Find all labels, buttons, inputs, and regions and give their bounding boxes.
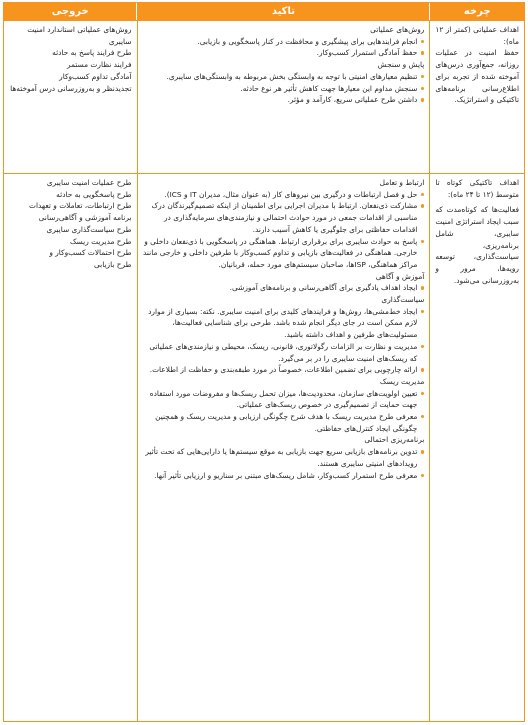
bullet-item: ارائه چارچوبی برای تضمین اطلاعات، خصوصاً در مورد طبقه‌بندی و حفاظت از اطلاعات. (143, 364, 425, 376)
header-phase: چرخه (429, 3, 524, 20)
section-heading: برنامه‌ریزی احتمالی (364, 435, 425, 445)
emphasis-cell (137, 174, 430, 721)
header-output: خروجی (51, 6, 89, 17)
output-item: فرایند نظارت مستمر (66, 60, 132, 70)
phase-text: حفظ امنیت در عملیات روزانه، جمع‌آوری درس‌های آموخته شده از تجربه برای اطلاع‌رسانی برنامه‌های تاکتیکی و استراتژیک. (435, 48, 519, 105)
header-emphasis: تاکید (136, 3, 429, 20)
bullet-item: حفظ آمادگی استمرار کسب‌وکار. (143, 47, 425, 59)
output-cell (4, 174, 137, 721)
output-item: تجدیدنظر و به‌روزرسانی درس آموخته‌ها (10, 83, 132, 93)
section-heading: سیاست‌گذاری (381, 295, 425, 305)
table-row (4, 173, 524, 721)
output-item: طرح پاسخگویی به حادثه (56, 189, 132, 199)
section-heading: پایش و سنجش (377, 60, 425, 70)
bullet-item: مشارکت ذی‌نفعان. ارتباط با مدیران اجرایی برای اطمینان از اینکه تصمیم‌گیرندگان درک مناسبی از اقدامات جمعی در مورد حوادث احتمالی و نیازمندی‌های سرمایه‌گذاری در اقدامات حفاظتی برای جلوگیری یا کاهش آسیب دارند. (143, 200, 425, 235)
output-item: طرح سیاست‌گذاری سایبری (46, 224, 132, 234)
bullet-item: معرفی طرح استمرار کسب‌وکار، شامل ریسک‌های مبتنی بر سناریو و ارزیابی تأثیر آنها. (143, 470, 425, 482)
cyber-strategy-table (3, 2, 525, 722)
section-heading: مدیریت ریسک (379, 376, 425, 386)
phase-cell (429, 21, 524, 173)
section-heading: آموزش و آگاهی (375, 271, 425, 281)
table-row (4, 20, 524, 173)
bullet-item: ایجاد اهداف یادگیری برای آگاهی‌رسانی و برنامه‌های آموزشی. (143, 282, 425, 294)
output-item: طرح بازیابی (94, 259, 132, 269)
bullet-item: تدوین برنامه‌های بازیابی سریع جهت بازیابی به موقع سیستم‌ها یا دارایی‌هایی که تحت تأثیر رویدادهای امنیتی سایبری هستند. (143, 446, 425, 469)
bullet-item: داشتن طرح عملیاتی سریع، کارآمد و مؤثر. (143, 94, 425, 106)
emphasis-cell (137, 21, 430, 173)
output-cell (4, 21, 137, 173)
section-heading: روش‌های عملیاتی (370, 25, 425, 34)
phase-cell (429, 174, 524, 721)
bullet-item: معرفی طرح مدیریت ریسک با هدف شرح چگونگی ارزیابی و مدیریت ریسک و همچنین چگونگی ایجاد کنترل‌های حفاظتی. (143, 411, 425, 434)
output-item: طرح ارتباطات، تعاملات و تعهدات (29, 201, 132, 211)
bullet-item: ایجاد خط‌مشی‌ها، روش‌ها و فرایندهای کلیدی برای امنیت سایبری. نکته: بسیاری از موارد لازم ممکن است در جای دیگر انجام شده باشد. طرحی برای شناسایی فعالیت‌ها، مسئولیت‌های طرفین و اهداف داشته باشید. (143, 306, 425, 341)
bullet-item: مدیریت و نظارت بر الزامات رگولاتوری، قانونی، ریسک، محیطی و نیازمندی‌های عملیاتی که ریسک‌های امنیت سایبری را در بر می‌گیرد. (143, 341, 425, 364)
bullet-item: پاسخ به حوادث سایبری برای برقراری ارتباط. هماهنگی در پاسخگویی با ذی‌نفعان داخلی و خارجی. هماهنگی در فعالیت‌های بازیابی و تداوم کسب‌وکار با طرفین داخلی و خارجی مانند مراکز هماهنگی، ISPها، صاحبان سیستم‌های مورد حمله، قربانیان. (143, 236, 425, 271)
bullet-item: تنظیم معیارهای امنیتی با توجه به وابستگی بخش مربوطه به وابستگی‌های سایبری. (143, 71, 425, 83)
output-item: طرح فرایند پاسخ به حادثه (52, 48, 132, 58)
table-header (4, 3, 524, 20)
output-item: آمادگی تداوم کسب‌وکار (59, 71, 132, 81)
bullet-item: تعیین اولویت‌های سازمان، محدودیت‌ها، میزان تحمل ریسک‌ها و مفروضات مورد استفاده جهت حمایت از تصمیم‌گیری در خصوص ریسک‌های عملیاتی. (143, 388, 425, 411)
bullet-item: انجام فرایندهایی برای پیشگیری و محافظت در کنار پاسخگویی و بازیابی. (143, 36, 425, 48)
output-item: طرح عملیات امنیت سایبری (46, 178, 132, 187)
output-item: طرح احتمالات کسب‌وکار و (49, 248, 132, 258)
bullet-item: حل و فصل ارتباطات و درگیری بین نیروهای کار (به عنوان مثال، مدیران IT و ICS). (143, 189, 425, 201)
phase-title: اهداف تاکتیکی کوتاه تا متوسط (۱۲ تا ۲۴ ماه): (435, 178, 519, 199)
phase-text: فعالیت‌ها که کوتاه‌مدت که سبب ایجاد استراتژی امنیت سایبری، شامل برنامه‌ریزی، سیاست‌گذاری، توسعه رویه‌ها، مرور و به‌روزرسانی می‌شود. (435, 205, 519, 285)
section-heading: ارتباط و تعامل (379, 178, 425, 187)
output-item: روش‌های عملیاتی استاندارد امنیت سایبری (27, 25, 132, 46)
bullet-item: سنجش مداوم این معیارها جهت کاهش تأثیر هر نوع حادثه. (143, 83, 425, 95)
phase-title: اهداف عملیاتی (کمتر از ۱۲ ماه): (435, 25, 519, 46)
output-item: برنامه آموزشی و آگاهی‌رسانی (38, 213, 132, 223)
output-item: طرح مدیریت ریسک (69, 236, 132, 246)
